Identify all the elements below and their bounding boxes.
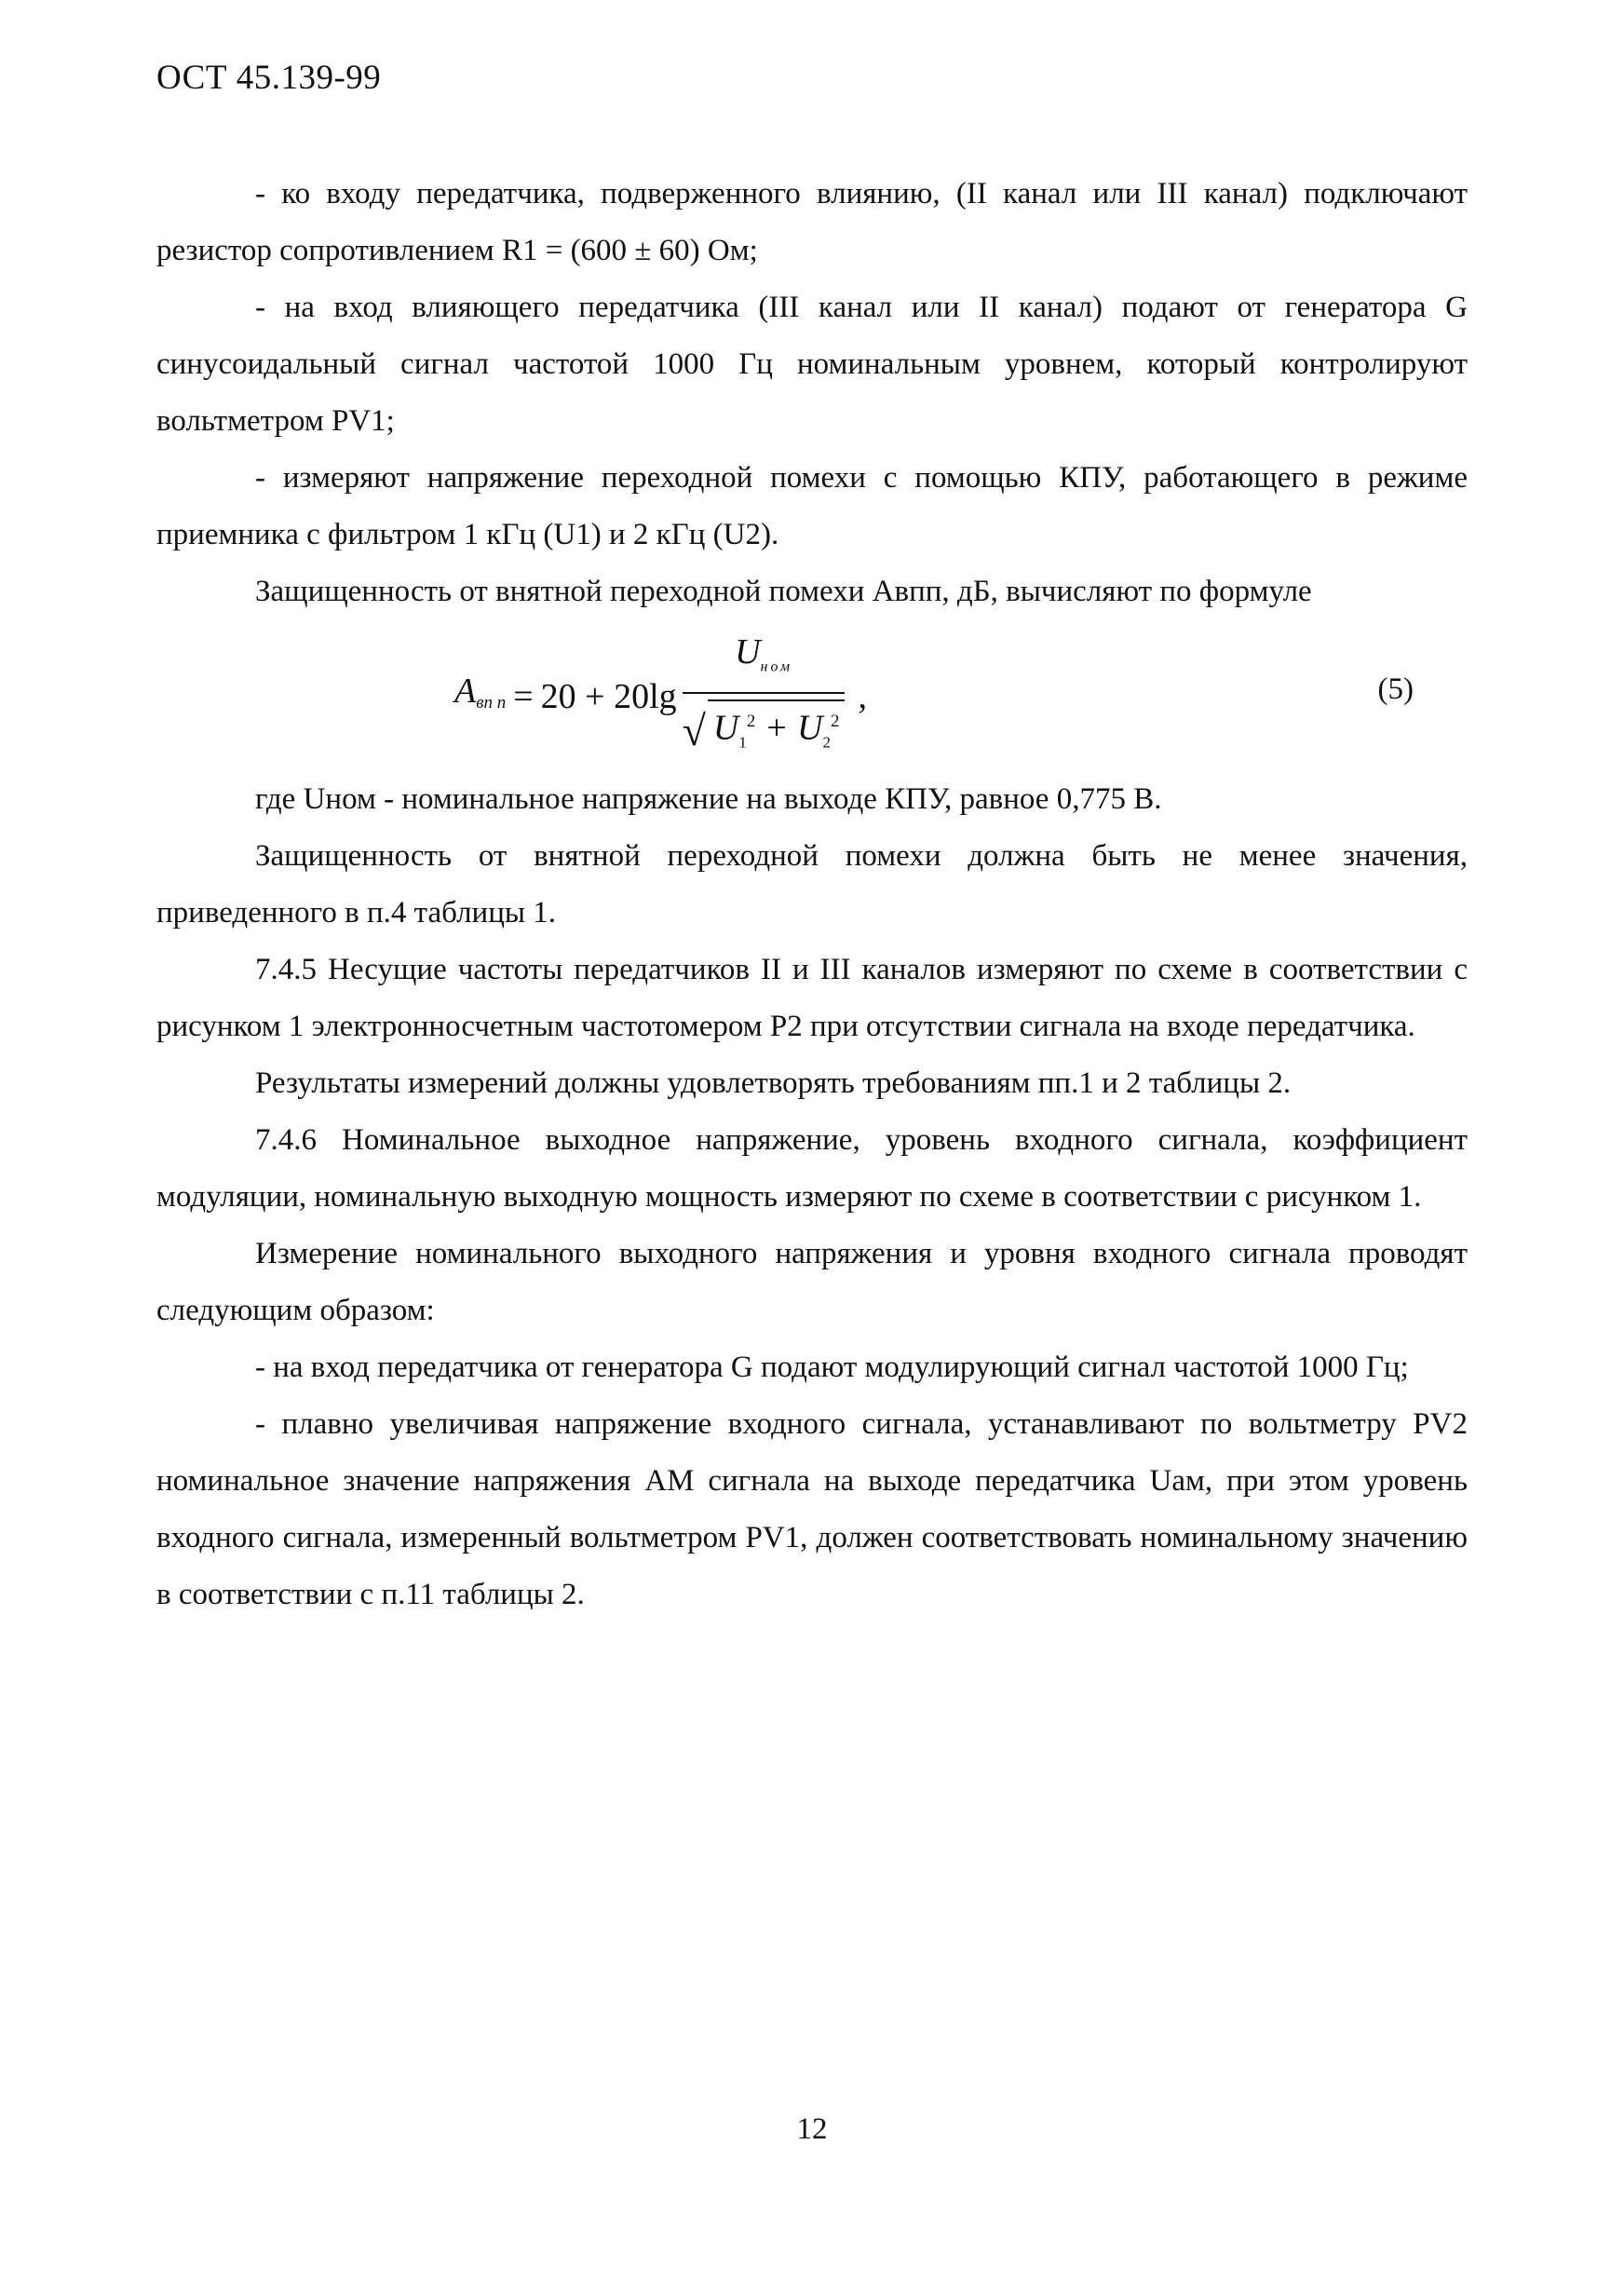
- paragraph: 7.4.5 Несущие частоты передатчиков II и III каналов измеряют по схеме в соответствии с рисунком 1 электронносчетным частотомером Р2 при отсутствии сигнала на входе передатчика.: [156, 953, 1468, 1043]
- formula-terms: 20 + 20lg: [540, 676, 677, 716]
- paragraph: Защищенность от внятной переходной помехи Авпп, дБ, вычисляют по формуле: [255, 575, 1312, 608]
- formula-fraction: [683, 631, 846, 763]
- body-text: [156, 166, 1468, 1623]
- paragraph: - ко входу передатчика, подверженного влиянию, (II канал или III канал) подключают резистор сопротивлением R1 = (600 ± 60) Ом;: [156, 177, 1468, 267]
- paragraph: где Uном - номинальное напряжение на выходе КПУ, равное 0,775 В.: [255, 782, 1162, 816]
- paragraph: Результаты измерений должны удовлетворять требованиям пп.1 и 2 таблицы 2.: [255, 1066, 1292, 1100]
- paragraph: - плавно увеличивая напряжение входного сигнала, устанавливают по вольтметру PV2 номинальное значение напряжения АМ сигнала на выходе передатчика Uам, при этом уровень входного сигнала, измеренный вольтметром PV1, должен соответствовать номинальному значению в соответствии с п.11 таблицы 2.: [156, 1407, 1468, 1611]
- paragraph: Измерение номинального выходного напряжения и уровня входного сигнала проводят следующим образом:: [156, 1237, 1468, 1327]
- formula-numerator: $U_{ном}$: [735, 632, 793, 675]
- page-number: 12: [796, 2112, 828, 2146]
- paragraph: - измеряют напряжение переходной помехи с помощью КПУ, работающего в режиме приемника с фильтром 1 кГц (U1) и 2 кГц (U2).: [156, 461, 1468, 551]
- radical-sign: √: [682, 706, 706, 754]
- document-code: ОСТ 45.139-99: [156, 59, 382, 97]
- formula-denominator: [683, 694, 846, 763]
- paragraph: - на вход передатчика от генератора G подают модулирующий сигнал частотой 1000 Гц;: [255, 1351, 1409, 1384]
- paragraph: Защищенность от внятной переходной помехи должна быть не менее значения, приведенного в п.4 таблицы 1.: [156, 839, 1468, 930]
- paragraph: 7.4.6 Номинальное выходное напряжение, уровень входного сигнала, коэффициент модуляции, номинальную выходную мощность измеряют по схеме в соответствии с рисунком 1.: [156, 1123, 1468, 1214]
- formula: [454, 631, 867, 763]
- paragraph: - на вход влияющего передатчика (III канал или II канал) подают от генератора G синусоидальный сигнал частотой 1000 Гц номинальным уровнем, который контролируют вольтметром PV1;: [156, 291, 1468, 438]
- formula-number: (5): [1377, 672, 1414, 706]
- formula-equals: =: [513, 676, 534, 716]
- formula-comma: ,: [858, 676, 867, 716]
- formula-lhs: $A_{вп п}$: [454, 671, 507, 713]
- formula-block: [156, 624, 1468, 767]
- radicand: $U_1^2 + U_2^2$: [708, 699, 846, 763]
